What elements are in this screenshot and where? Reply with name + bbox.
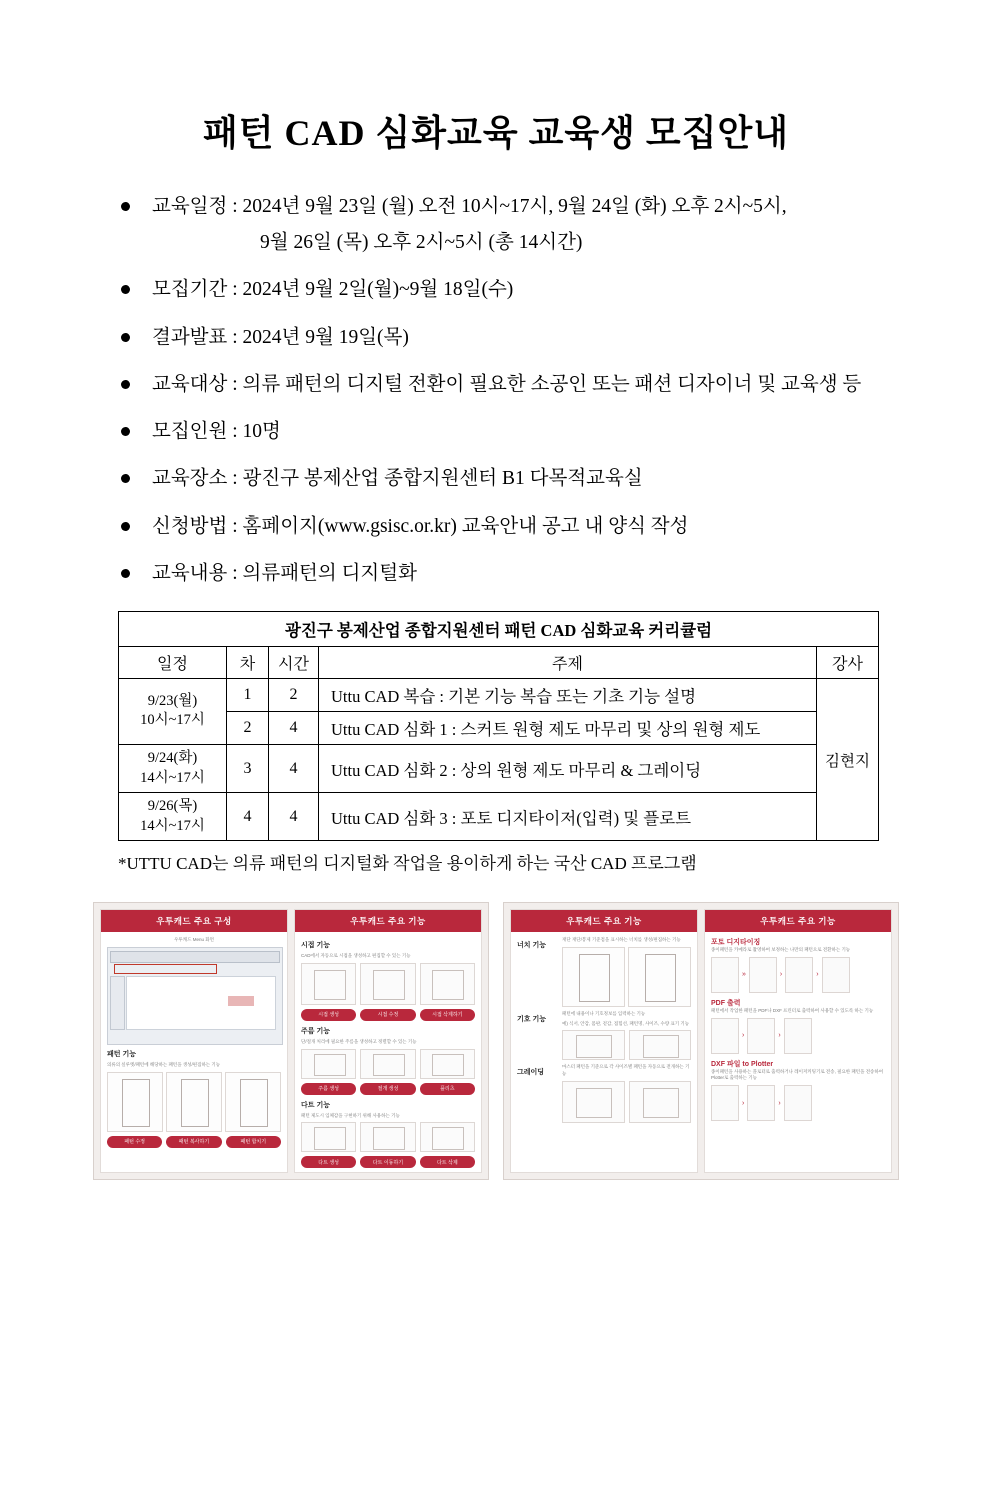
section-label-grading: 그레이딩 (517, 1069, 545, 1077)
figure-panel-features-1 (294, 909, 482, 1173)
feature-pill: 시접 생성 (301, 1009, 356, 1021)
column-header-teacher: 강사 (817, 646, 879, 678)
section-label-notch: 너치 기능 (517, 942, 546, 950)
screenshot-sidebar (110, 976, 125, 1030)
symbol-thumbnail (629, 1030, 692, 1060)
figure-panel-features-2 (510, 909, 698, 1173)
cell-topic: Uttu CAD 심화 3 : 포토 디지타이저(입력) 및 플로트 (319, 793, 817, 841)
thumbnail-row (562, 1081, 691, 1123)
cell-hours: 2 (269, 678, 319, 711)
feature-pill: 시접 삭제하기 (420, 1009, 475, 1021)
thumbnail-row (301, 1122, 475, 1152)
list-item-label: 교육대상 : 의류 패턴의 디지털 전환이 필요한 소공인 또는 패션 디자이너 및 교육생 등 (152, 373, 862, 395)
flow-step (747, 1085, 775, 1121)
flow-step (747, 1018, 775, 1054)
bullet-dot-icon (121, 522, 130, 531)
table-row (119, 793, 879, 841)
screenshot-annotation (228, 996, 254, 1006)
section-note: 의류의 실루엣/패턴에 해당하는 패턴을 생성/편집하는 기능 (107, 1061, 221, 1067)
list-item-label-cont: 9월 26일 (목) 오후 2시~5시 (총 14시간) (260, 232, 583, 254)
feature-pill: 패턴 합치기 (226, 1136, 281, 1148)
cell-no: 1 (227, 678, 269, 711)
symbol-thumbnail (562, 1030, 625, 1060)
bullet-dot-icon (121, 569, 130, 578)
table-row (119, 711, 879, 744)
feature-pill: 플리츠 (420, 1083, 475, 1095)
thumbnail-row (562, 1030, 691, 1060)
pattern-thumbnail (225, 1072, 281, 1132)
cell-date (119, 678, 227, 744)
cell-hours: 4 (269, 793, 319, 841)
cell-date-line2: 14시~17시 (140, 769, 205, 786)
section-subnote: 예) 식서, 안감, 몸판, 겉감, 접힘선, 패턴명, 사이즈, 수량 표기 기능 (562, 1020, 690, 1026)
cell-no: 3 (227, 744, 269, 792)
list-item (116, 370, 932, 400)
column-header-hours: 시간 (269, 646, 319, 678)
flow-row (711, 957, 885, 993)
notch-thumbnail (562, 947, 625, 1007)
section-label-pattern: 패턴 기능 (107, 1050, 136, 1058)
section-symbol (517, 1011, 691, 1065)
list-item-label: 교육장소 : 광진구 봉제산업 종합지원센터 B1 다목적교육실 (152, 468, 643, 490)
cell-topic: Uttu CAD 심화 2 : 상의 원형 제도 마무리 & 그레이딩 (319, 744, 817, 792)
figure-strip (60, 902, 932, 1180)
pattern-thumbnail (166, 1072, 222, 1132)
feature-thumbnail (360, 963, 415, 1005)
curriculum-table (118, 611, 879, 841)
cell-topic: Uttu CAD 복습 : 기본 기능 복습 또는 기초 기능 설명 (319, 678, 817, 711)
feature-thumbnail (420, 1049, 475, 1079)
cell-date-line2: 14시~17시 (140, 817, 205, 834)
footnote: *UTTU CAD는 의류 패턴의 디지털화 작업을 용이하게 하는 국산 CAD 프로그램 (118, 854, 697, 874)
flow-row (711, 1085, 885, 1121)
flow-step (711, 1085, 739, 1121)
panel-body (295, 932, 481, 1173)
pill-row (301, 1083, 475, 1095)
panel-title: 우투캐드 주요 기능 (295, 910, 481, 932)
section-note: CAD에서 자동으로 시접을 생성하고 편집할 수 있는 기능 (301, 953, 411, 959)
section-label-pdf-output: PDF 출력 (711, 999, 741, 1007)
screenshot-toolbar (110, 951, 280, 963)
bullet-dot-icon (121, 285, 130, 294)
thumbnail-row (301, 963, 475, 1005)
arrow-right-icon: › (778, 1032, 781, 1040)
table-header-row (119, 646, 879, 678)
arrow-right-icon: › (778, 1099, 781, 1107)
bullet-dot-icon (121, 333, 130, 342)
list-item (116, 417, 932, 447)
pill-row (301, 1156, 475, 1168)
bullet-dot-icon (121, 380, 130, 389)
thumbnail-row (301, 1049, 475, 1079)
cell-hours: 4 (269, 711, 319, 744)
panel-body (101, 932, 287, 1172)
feature-thumbnail (301, 1049, 356, 1079)
feature-pill: 절개 생성 (360, 1083, 415, 1095)
notch-thumbnail (628, 947, 691, 1007)
section-note: 패턴에 내용이나 기호정보를 입력하는 기능 (562, 1010, 646, 1016)
flow-step (784, 1018, 812, 1054)
page-title: 패턴 CAD 심화교육 교육생 모집안내 (202, 113, 790, 153)
column-header-date: 일정 (119, 646, 227, 678)
arrow-right-icon: › (742, 1099, 745, 1107)
grading-thumbnail (562, 1081, 625, 1123)
cell-date (119, 793, 227, 841)
feature-thumbnail (360, 1049, 415, 1079)
table-caption-row (119, 611, 879, 646)
panel-title: 우투캐드 주요 기능 (511, 910, 697, 932)
cell-no: 2 (227, 711, 269, 744)
list-item (116, 275, 932, 305)
arrow-right-icon: » (742, 971, 746, 979)
feature-pill: 패턴 수정 (107, 1136, 162, 1148)
cell-date-line2: 10시~17시 (140, 712, 205, 729)
section-note: 종이패턴을 카메라로 촬영하여 보정하는 나만의 패턴으로 전환하는 기능 (711, 947, 851, 953)
list-item-label: 결과발표 : 2024년 9월 19일(목) (152, 326, 409, 348)
feature-thumbnail (301, 963, 356, 1005)
grading-thumbnail (629, 1081, 692, 1123)
feature-pill: 주름 생성 (301, 1083, 356, 1095)
section-grading (517, 1064, 691, 1127)
arrow-right-icon: › (816, 971, 819, 979)
figure-card-2 (503, 902, 899, 1180)
section-note: 단/절개 처리에 필요한 주름을 생성하고 정렬할 수 있는 기능 (301, 1038, 417, 1044)
panel-title: 우투캐드 주요 구성 (101, 910, 287, 932)
table-caption: 광진구 봉제산업 종합지원센터 패턴 CAD 심화교육 커리큘럼 (119, 611, 879, 646)
section-label-photo-digitizing: 포토 디지타이징 (711, 939, 761, 947)
pill-row (301, 1009, 475, 1021)
figure-panel-composition (100, 909, 288, 1173)
list-item (116, 323, 932, 353)
panel-body (511, 932, 697, 1172)
panel-caption: 우투캐드 Menu 화면 (174, 937, 214, 943)
list-item (116, 192, 932, 258)
bullet-dot-icon (121, 474, 130, 483)
list-item (116, 464, 932, 494)
list-item-label: 모집기간 : 2024년 9월 2일(월)~9월 18일(수) (152, 279, 514, 301)
flow-step (784, 1085, 812, 1121)
section-note: 패턴에서 작업한 패턴을 PDF나 DXF 프린터로 출력하여 사용할 수 있도록 하는 기능 (711, 1007, 874, 1013)
section-note: 패턴 제도시 입체감을 구현하기 위해 사용하는 기능 (301, 1112, 400, 1118)
list-item (116, 559, 932, 589)
list-item-label: 교육일정 : 2024년 9월 23일 (월) 오전 10시~17시, 9월 24일 (화) 오후 2시~5시, (152, 196, 787, 217)
section-notch (517, 937, 691, 1011)
cell-topic: Uttu CAD 심화 1 : 스커트 원형 제도 마무리 및 상의 원형 제도 (319, 711, 817, 744)
flow-step (785, 957, 813, 993)
app-screenshot-thumbnail (107, 947, 283, 1045)
cell-date-line1: 9/24(화) (147, 749, 198, 766)
flow-step (822, 957, 850, 993)
cell-no: 4 (227, 793, 269, 841)
flow-step (711, 957, 739, 993)
document-page (0, 105, 992, 1508)
announcement-list (116, 192, 932, 589)
section-note: 종이패턴을 사용하는 플로터로 출력하거나 레이저커팅기로 전송, 필요한 패턴을 전송하여 Plotter로 출력하는 기능 (711, 1068, 884, 1081)
list-item-label: 모집인원 : 10명 (152, 421, 281, 443)
table-row (119, 744, 879, 792)
bullet-dot-icon (121, 427, 130, 436)
flow-row (711, 1018, 885, 1054)
section-label-pleat: 주름 기능 (301, 1027, 330, 1035)
figure-panel-features-3 (704, 909, 892, 1173)
column-header-no: 차 (227, 646, 269, 678)
pill-row (107, 1136, 281, 1148)
feature-thumbnail (420, 963, 475, 1005)
cell-teacher: 김현지 (817, 678, 879, 840)
feature-pill: 다트 이동하기 (360, 1156, 415, 1168)
feature-pill: 패턴 복사하기 (166, 1136, 221, 1148)
screenshot-highlight (114, 964, 217, 974)
figure-card-1 (93, 902, 489, 1180)
section-note: 재단 재단/봉제 기준점을 표시하는 너치를 생성/편집하는 기능 (562, 937, 681, 943)
section-label-dart: 다트 기능 (301, 1101, 330, 1109)
list-item (116, 512, 932, 542)
feature-thumbnail (360, 1122, 415, 1152)
pattern-thumbnail (107, 1072, 163, 1132)
arrow-right-icon: › (742, 1032, 745, 1040)
panel-title: 우투캐드 주요 기능 (705, 910, 891, 932)
list-item-label: 교육내용 : 의류패턴의 디지털화 (152, 562, 417, 584)
cell-date (119, 744, 227, 792)
feature-pill: 시접 수정 (360, 1009, 415, 1021)
cell-date-line1: 9/26(목) (147, 798, 198, 815)
column-header-topic: 주제 (319, 646, 817, 678)
list-item-label: 신청방법 : 홈페이지(www.gsisc.or.kr) 교육안내 공고 내 양식 작성 (152, 515, 689, 537)
feature-thumbnail (420, 1122, 475, 1152)
feature-pill: 다트 삭제 (420, 1156, 475, 1168)
section-label-symbol: 기호 기능 (517, 1015, 546, 1023)
section-note: 마스터 패턴을 기준으로 각 사이즈별 패턴을 자동으로 전개하는 기능 (562, 1064, 690, 1077)
cell-date-line1: 9/23(월) (147, 692, 198, 709)
thumbnail-row (107, 1072, 281, 1132)
cell-hours: 4 (269, 744, 319, 792)
bullet-dot-icon (121, 202, 130, 211)
flow-step (711, 1018, 739, 1054)
flow-step (749, 957, 777, 993)
table-row (119, 678, 879, 711)
feature-thumbnail (301, 1122, 356, 1152)
panel-body (705, 932, 891, 1172)
section-label-seam: 시접 기능 (301, 942, 330, 950)
arrow-right-icon: › (779, 971, 783, 979)
feature-pill: 다트 생성 (301, 1156, 356, 1168)
section-label-dxf-plotter: DXF 파일 to Plotter (711, 1060, 774, 1068)
thumbnail-row (562, 947, 691, 1007)
